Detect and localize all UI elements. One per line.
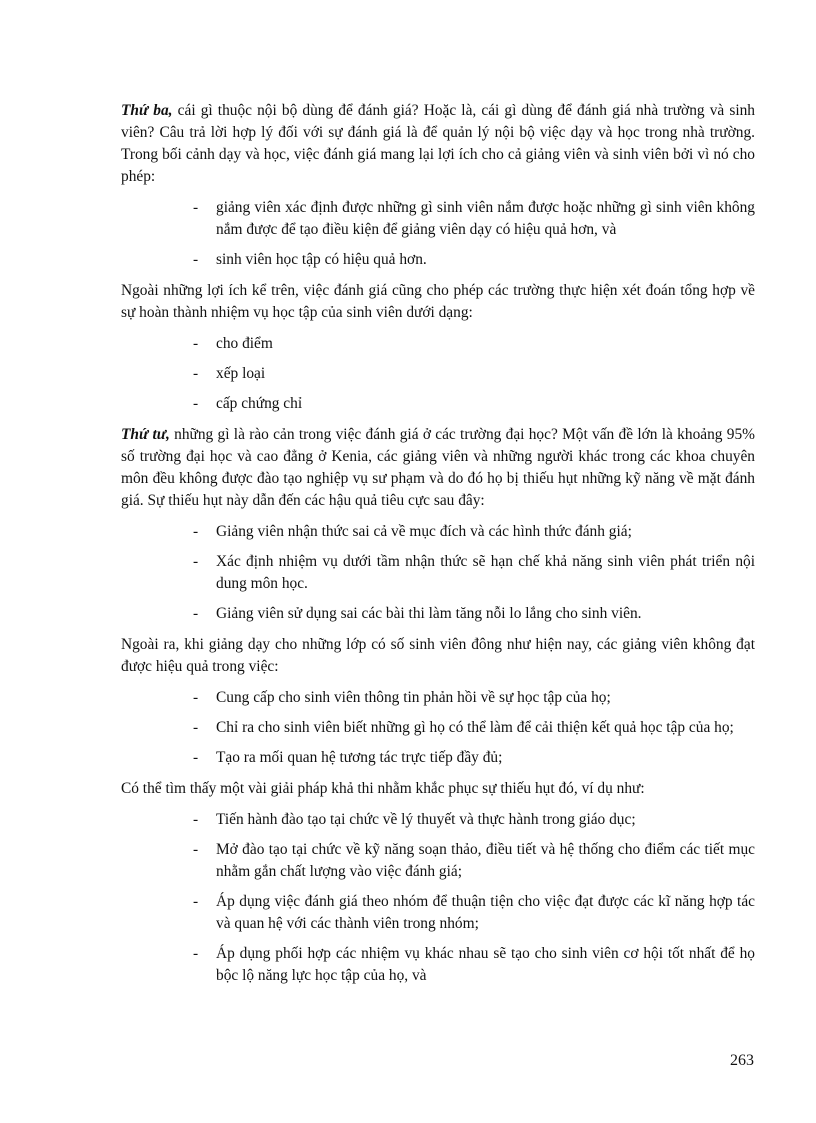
list-item xyxy=(121,197,755,241)
dash-marker: - xyxy=(193,719,199,736)
paragraph-text: Có thể tìm thấy một vài giải pháp khả thi nhằm khắc phục sự thiếu hụt đó, ví dụ như: xyxy=(121,780,645,797)
list-item-text: Cung cấp cho sinh viên thông tin phản hồi về sự học tập của họ; xyxy=(216,689,611,706)
page-number: 263 xyxy=(730,1052,754,1069)
dash-marker: - xyxy=(193,945,199,962)
paragraph-thu-tu xyxy=(121,424,755,512)
paragraph-lead: Thứ tư, xyxy=(121,426,170,443)
paragraph-benefits xyxy=(121,280,755,324)
list-item-text: Chỉ ra cho sinh viên biết những gì họ có thể làm để cải thiện kết quả học tập của họ; xyxy=(216,719,734,736)
list-item xyxy=(121,891,755,935)
dash-marker: - xyxy=(193,893,199,910)
list-item xyxy=(121,393,755,415)
list-item-text: xếp loại xyxy=(216,365,266,382)
list-item xyxy=(121,603,755,625)
dash-marker: - xyxy=(193,749,199,766)
list-item-text: Áp dụng việc đánh giá theo nhóm để thuận tiện cho việc đạt được các kĩ năng hợp tác và quan hệ với các thành viên trong nhóm; xyxy=(216,893,755,932)
list-item xyxy=(121,687,755,709)
list-item xyxy=(121,809,755,831)
list-item xyxy=(121,521,755,543)
dash-marker: - xyxy=(193,811,199,828)
list-item xyxy=(121,839,755,883)
list-item xyxy=(121,717,755,739)
list-item-text: Xác định nhiệm vụ dưới tầm nhận thức sẽ hạn chế khả năng sinh viên phát triển nội dung môn học. xyxy=(216,553,755,592)
document-body xyxy=(121,100,755,996)
dash-marker: - xyxy=(193,523,199,540)
paragraph-solutions xyxy=(121,778,755,800)
list-item xyxy=(121,551,755,595)
list-item-text: sinh viên học tập có hiệu quả hơn. xyxy=(216,251,427,268)
list-item xyxy=(121,943,755,987)
paragraph-text: Ngoài những lợi ích kể trên, việc đánh giá cũng cho phép các trường thực hiện xét đoán tổng hợp về sự hoàn thành nhiệm vụ học tập của sinh viên dưới dạng: xyxy=(121,282,755,321)
paragraph-lead: Thứ ba, xyxy=(121,102,173,119)
list-item-text: Tiến hành đào tạo tại chức về lý thuyết và thực hành trong giáo dục; xyxy=(216,811,636,828)
paragraph-text: Ngoài ra, khi giảng dạy cho những lớp có số sinh viên đông như hiện nay, các giảng viên không đạt được hiệu quả trong việc: xyxy=(121,636,755,675)
dash-marker: - xyxy=(193,553,199,570)
list-item-text: cho điểm xyxy=(216,335,273,352)
list-item-text: Áp dụng phối hợp các nhiệm vụ khác nhau sẽ tạo cho sinh viên cơ hội tốt nhất để họ bộc lộ năng lực học tập của họ, và xyxy=(216,945,755,984)
dash-marker: - xyxy=(193,841,199,858)
paragraph-text: cái gì thuộc nội bộ dùng để đánh giá? Hoặc là, cái gì dùng để đánh giá nhà trường và sinh viên? Câu trả lời hợp lý đối với sự đánh giá là để quản lý nội bộ việc dạy và học trong nhà trường. Trong bối cảnh dạy và học, việc đánh giá mang lại lợi ích cho cả giảng viên và sinh viên bởi vì nó cho phép: xyxy=(121,102,755,185)
list-item-text: cấp chứng chỉ xyxy=(216,395,303,412)
dash-marker: - xyxy=(193,251,199,268)
list-item-text: Giảng viên sử dụng sai các bài thi làm tăng nỗi lo lắng cho sinh viên. xyxy=(216,605,642,622)
bullet-list xyxy=(121,521,755,625)
paragraph-large-classes xyxy=(121,634,755,678)
bullet-list xyxy=(121,333,755,415)
list-item-text: Tạo ra mối quan hệ tương tác trực tiếp đầy đủ; xyxy=(216,749,503,766)
list-item xyxy=(121,747,755,769)
list-item xyxy=(121,333,755,355)
bullet-list xyxy=(121,687,755,769)
paragraph-thu-ba xyxy=(121,100,755,188)
dash-marker: - xyxy=(193,689,199,706)
dash-marker: - xyxy=(193,199,199,216)
list-item-text: giảng viên xác định được những gì sinh viên nắm được hoặc những gì sinh viên không nắm được để tạo điều kiện để giảng viên dạy có hiệu quả hơn, và xyxy=(216,199,755,238)
list-item-text: Mở đào tạo tại chức về kỹ năng soạn thảo, điều tiết và hệ thống cho điểm các tiết mục nhằm gắn chất lượng vào việc đánh giá; xyxy=(216,841,755,880)
list-item xyxy=(121,249,755,271)
list-item xyxy=(121,363,755,385)
dash-marker: - xyxy=(193,605,199,622)
dash-marker: - xyxy=(193,395,199,412)
bullet-list xyxy=(121,809,755,987)
dash-marker: - xyxy=(193,335,199,352)
bullet-list xyxy=(121,197,755,271)
list-item-text: Giảng viên nhận thức sai cả về mục đích và các hình thức đánh giá; xyxy=(216,523,632,540)
dash-marker: - xyxy=(193,365,199,382)
paragraph-text: những gì là rào cản trong việc đánh giá ở các trường đại học? Một vấn đề lớn là khoảng 95% số trường đại học và cao đẳng ở Kenia, các giảng viên và những người khác trong các khoa chuyên môn đều không được đào tạo nghiệp vụ sư phạm và do đó họ bị thiếu hụt những kỹ năng về mặt đánh giá. Sự thiếu hụt này dẫn đến các hậu quả tiêu cực sau đây: xyxy=(121,426,755,509)
